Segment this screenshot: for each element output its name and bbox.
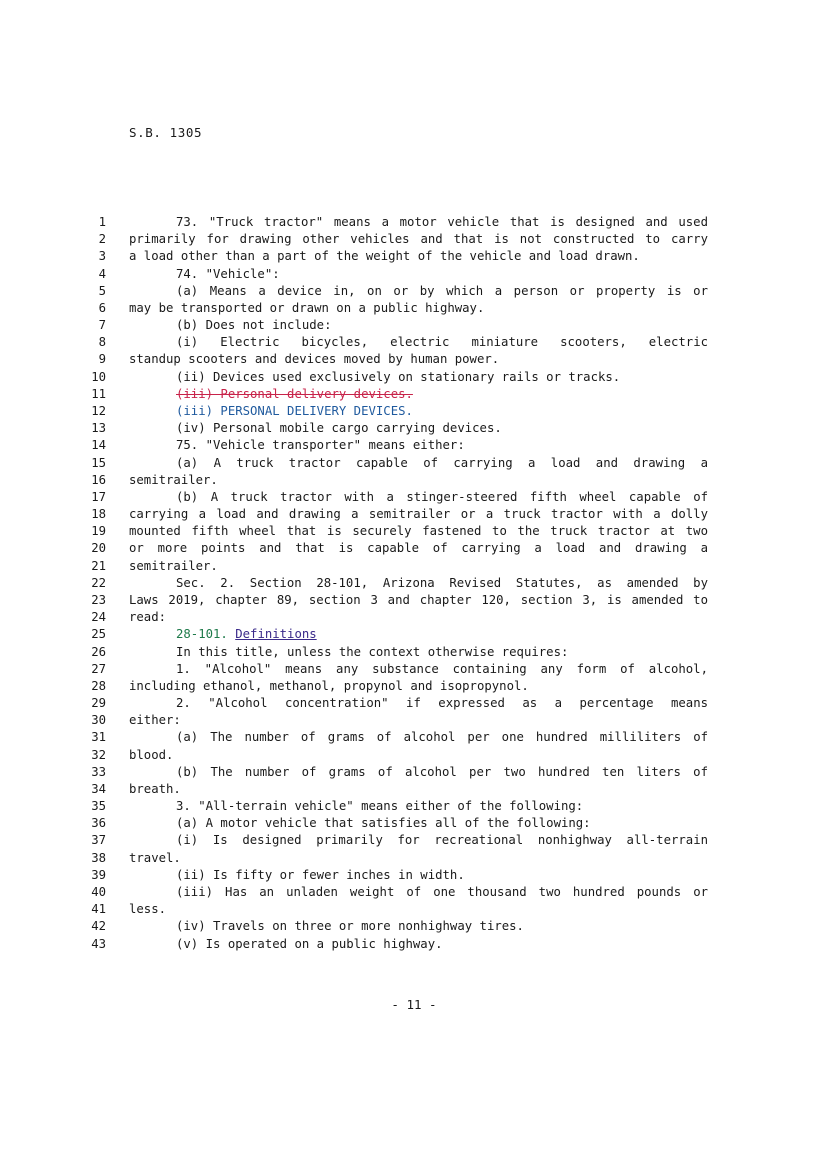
line-number: 13 <box>91 421 106 436</box>
line-text: 75. "Vehicle transporter" means either: <box>176 438 465 453</box>
line-number: 7 <box>98 318 106 333</box>
bill-line <box>0 455 828 472</box>
line-number: 29 <box>91 696 106 711</box>
line-number: 42 <box>91 919 106 934</box>
line-text: semitrailer. <box>129 558 218 573</box>
line-text: (a) A motor vehicle that satisfies all of the following: <box>176 816 591 831</box>
bill-line <box>0 729 828 746</box>
bill-line <box>0 798 828 815</box>
line-text: mounted fifth wheel that is securely fastened to the truck tractor at two <box>129 524 708 539</box>
line-text: blood. <box>129 747 174 762</box>
line-number: 4 <box>98 266 106 281</box>
line-number: 34 <box>91 781 106 796</box>
line-number: 26 <box>91 644 106 659</box>
bill-line <box>0 901 828 918</box>
bill-line <box>0 695 828 712</box>
line-text: breath. <box>129 781 181 796</box>
line-text: (b) The number of grams of alcohol per two hundred ten liters of <box>176 764 708 779</box>
bill-line <box>0 506 828 523</box>
line-text: (iv) Personal mobile cargo carrying devices. <box>176 421 502 436</box>
line-text: 73. "Truck tractor" means a motor vehicle that is designed and used <box>176 215 708 229</box>
section-number: 28-101. <box>176 627 228 642</box>
line-text: semitrailer. <box>129 472 218 487</box>
line-number: 36 <box>91 816 106 831</box>
line-text: Sec. 2. Section 28-101, Arizona Revised Statutes, as amended by <box>176 575 708 590</box>
line-text: 74. "Vehicle": <box>176 266 280 281</box>
line-number: 28 <box>91 678 106 693</box>
line-number: 15 <box>91 455 106 470</box>
line-text: including ethanol, methanol, propynol and isopropynol. <box>129 678 529 693</box>
section-heading <box>176 626 708 643</box>
bill-line <box>0 764 828 781</box>
line-number: 6 <box>98 300 106 315</box>
line-text: (ii) Devices used exclusively on stationary rails or tracks. <box>176 369 621 384</box>
bill-line <box>0 540 828 557</box>
line-number: 11 <box>91 386 106 401</box>
page-number: - 11 - <box>391 997 437 1012</box>
line-text: (iv) Travels on three or more nonhighway tires. <box>176 919 524 934</box>
line-text: may be transported or drawn on a public highway. <box>129 300 485 315</box>
bill-line <box>0 661 828 678</box>
line-number: 43 <box>91 936 106 951</box>
bill-line <box>0 626 828 643</box>
bill-line <box>0 644 828 661</box>
bill-line <box>0 747 828 764</box>
line-text: either: <box>129 713 181 728</box>
bill-line <box>0 386 828 403</box>
line-number: 10 <box>91 369 106 384</box>
bill-line <box>0 351 828 368</box>
line-number: 25 <box>91 627 106 642</box>
deleted-text: (iii) Personal delivery devices. <box>176 386 413 401</box>
bill-line <box>0 420 828 437</box>
line-number: 32 <box>91 747 106 762</box>
bill-line <box>0 334 828 351</box>
line-text: (v) Is operated on a public highway. <box>176 936 443 951</box>
bill-line <box>0 781 828 798</box>
line-number: 14 <box>91 438 106 453</box>
line-text: standup scooters and devices moved by human power. <box>129 352 500 367</box>
line-number: 18 <box>91 507 106 522</box>
line-number: 40 <box>91 885 106 900</box>
bill-line <box>0 317 828 334</box>
line-number: 24 <box>91 610 106 625</box>
bill-line <box>0 369 828 386</box>
bill-line <box>0 403 828 420</box>
line-text: travel. <box>129 850 181 865</box>
bill-line <box>0 283 828 300</box>
line-text: or more points and that is capable of carrying a load and drawing a <box>129 541 708 556</box>
line-text: (iii) Has an unladen weight of one thousand two hundred pounds or <box>176 885 708 900</box>
bill-line <box>0 231 828 248</box>
line-number: 27 <box>91 661 106 676</box>
line-number: 16 <box>91 472 106 487</box>
line-number: 20 <box>91 541 106 556</box>
line-text: In this title, unless the context otherwise requires: <box>176 644 569 659</box>
line-number: 9 <box>98 352 106 367</box>
bill-line <box>0 437 828 454</box>
bill-line <box>0 678 828 695</box>
line-number: 3 <box>98 249 106 264</box>
line-number: 30 <box>91 713 106 728</box>
line-number: 5 <box>98 283 106 298</box>
line-number: 39 <box>91 867 106 882</box>
line-text: 2. "Alcohol concentration" if expressed as a percentage means <box>176 696 708 711</box>
line-number: 41 <box>91 902 106 917</box>
bill-line <box>0 472 828 489</box>
line-text: (ii) Is fifty or fewer inches in width. <box>176 867 465 882</box>
bill-line <box>0 918 828 935</box>
bill-line <box>0 592 828 609</box>
bill-line <box>0 558 828 575</box>
line-text: (b) A truck tractor with a stinger-steered fifth wheel capable of <box>176 489 708 504</box>
bill-number-header: S.B. 1305 <box>129 125 203 140</box>
line-number: 19 <box>91 524 106 539</box>
line-text: (a) Means a device in, on or by which a person or property is or <box>176 283 708 298</box>
line-number: 35 <box>91 799 106 814</box>
bill-line <box>0 712 828 729</box>
line-text: primarily for drawing other vehicles and that is not constructed to carry <box>129 232 708 247</box>
inserted-text: (iii) PERSONAL DELIVERY DEVICES. <box>176 403 413 418</box>
line-number: 8 <box>98 335 106 350</box>
bill-line <box>0 300 828 317</box>
bill-line <box>0 489 828 506</box>
bill-line <box>0 850 828 867</box>
line-text: 1. "Alcohol" means any substance containing any form of alcohol, <box>176 661 708 676</box>
line-text: 3. "All-terrain vehicle" means either of the following: <box>176 799 584 814</box>
bill-line <box>0 832 828 849</box>
bill-line <box>0 248 828 265</box>
line-text: (a) The number of grams of alcohol per one hundred milliliters of <box>176 730 708 745</box>
line-number: 38 <box>91 850 106 865</box>
line-text: carrying a load and drawing a semitrailer or a truck tractor with a dolly <box>129 507 708 522</box>
bill-line <box>0 575 828 592</box>
line-number: 2 <box>98 232 106 247</box>
bill-line <box>0 815 828 832</box>
line-number: 17 <box>91 489 106 504</box>
line-text: a load other than a part of the weight of the vehicle and load drawn. <box>129 249 640 264</box>
bill-line <box>0 936 828 953</box>
line-number: 12 <box>91 403 106 418</box>
bill-line <box>0 523 828 540</box>
line-number: 1 <box>98 215 106 229</box>
line-number: 21 <box>91 558 106 573</box>
section-title: Definitions <box>235 627 317 642</box>
line-text: Laws 2019, chapter 89, section 3 and chapter 120, section 3, is amended to <box>129 592 708 607</box>
line-number: 33 <box>91 764 106 779</box>
line-text: (i) Electric bicycles, electric miniature scooters, electric <box>176 335 708 350</box>
line-text: less. <box>129 902 167 917</box>
bill-line <box>0 867 828 884</box>
bill-line <box>0 884 828 901</box>
line-text: (i) Is designed primarily for recreational nonhighway all-terrain <box>176 833 708 848</box>
line-number: 31 <box>91 730 106 745</box>
line-number: 22 <box>91 575 106 590</box>
line-number: 37 <box>91 833 106 848</box>
bill-line <box>0 609 828 626</box>
line-text: (b) Does not include: <box>176 318 332 333</box>
line-text: (a) A truck tractor capable of carrying a load and drawing a <box>176 455 708 470</box>
line-number: 23 <box>91 592 106 607</box>
bill-line <box>0 266 828 283</box>
line-text: read: <box>129 610 167 625</box>
bill-line <box>0 214 828 231</box>
